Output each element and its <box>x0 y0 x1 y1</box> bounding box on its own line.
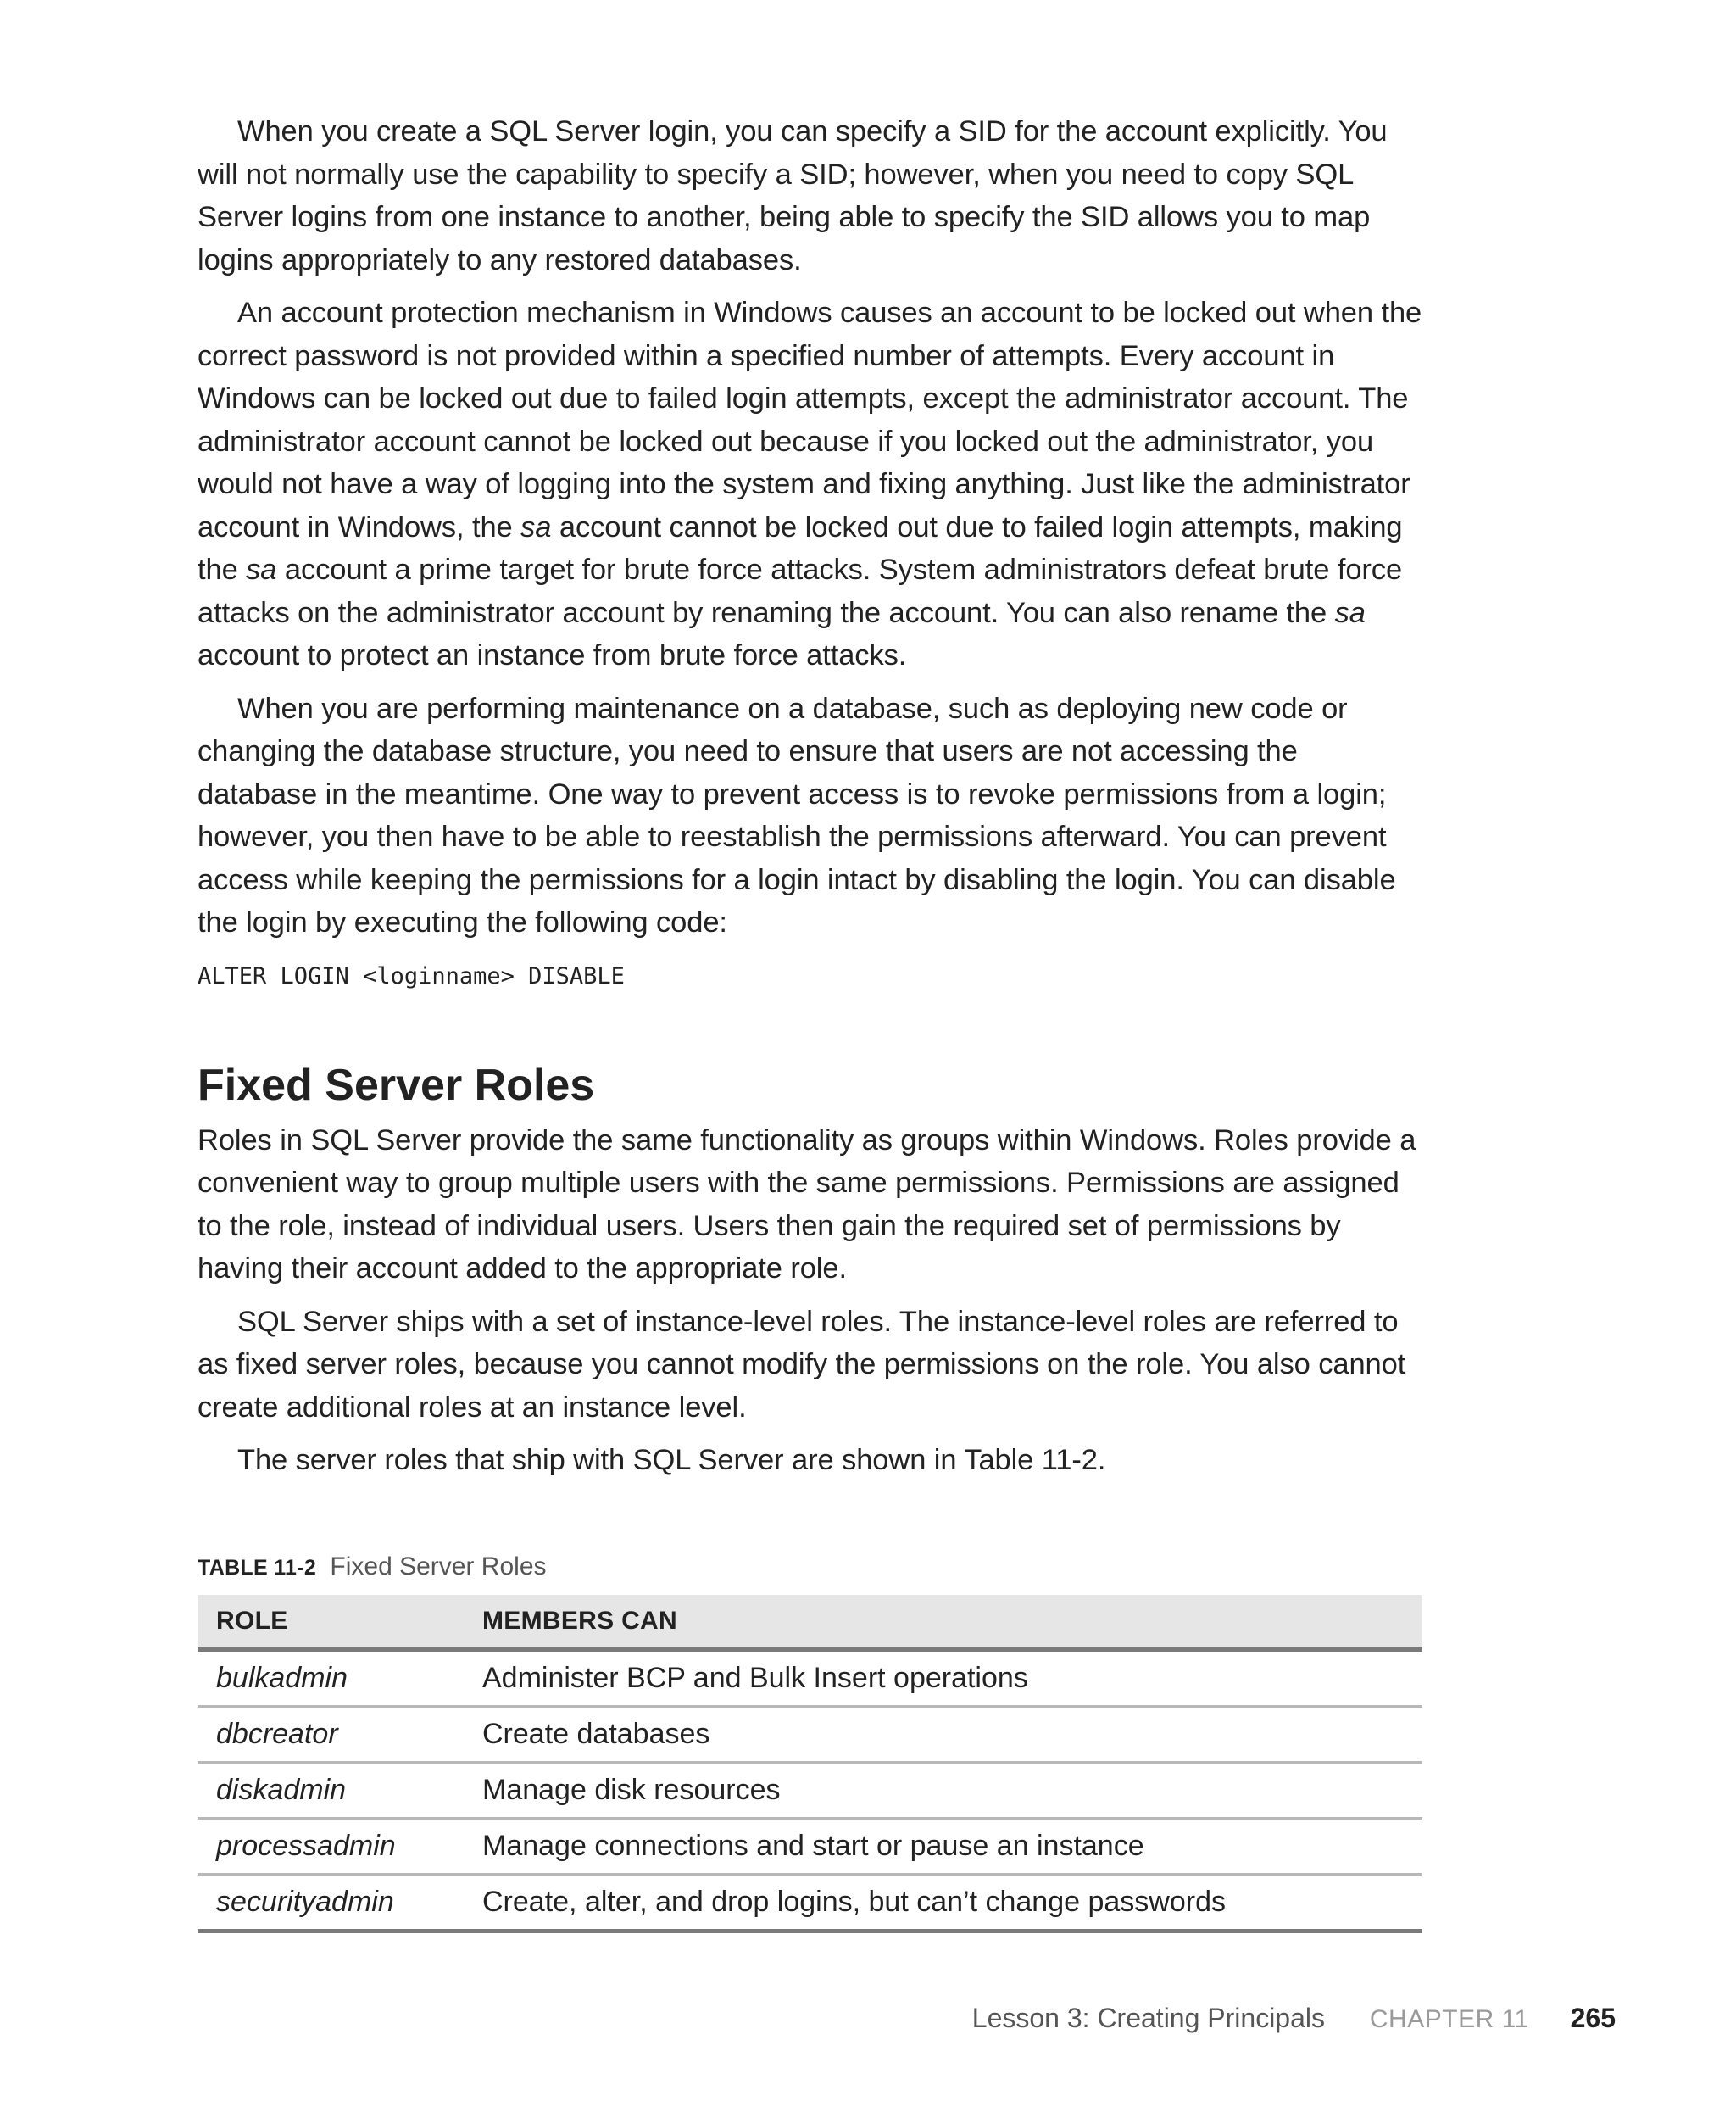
paragraph-maintenance: When you are performing maintenance on a database, such as deploying new code or changing the database structure, you need to ensure that users are not accessing the database in the meantime. One way to prevent access is to revoke permissions from a login; however, you then have to be able to reestablish the permissions afterward. You can prevent access while keeping the permissions for a login intact by disabling the login. You can disable the login by executing the following code: <box>198 692 1396 939</box>
members-can-cell: Manage connections and start or pause an instance <box>464 1818 1422 1874</box>
paragraph-account-lockout <box>198 292 1424 677</box>
paragraph-text: account cannot be locked out due to failed login attempts, making the <box>198 510 1403 586</box>
column-header-members-can: MEMBERS CAN <box>464 1595 1422 1650</box>
role-cell: bulkadmin <box>198 1649 464 1706</box>
table-caption-label: TABLE 11-2 <box>198 1555 317 1580</box>
role-cell: processadmin <box>198 1818 464 1874</box>
fixed-server-roles-table <box>198 1595 1422 1933</box>
table-caption-title: Fixed Server Roles <box>330 1552 547 1580</box>
paragraph-text: account a prime target for brute force attacks. System administrators defeat brute force attacks on the administrator account by renaming the account. You can also rename the <box>198 554 1403 629</box>
paragraph-table-reference: The server roles that ship with SQL Server are shown in Table 11-2. <box>237 1444 1106 1476</box>
table-row <box>198 1762 1422 1818</box>
members-can-cell: Manage disk resources <box>464 1762 1422 1818</box>
role-cell: dbcreator <box>198 1706 464 1762</box>
table-row <box>198 1649 1422 1706</box>
sa-term: sa <box>246 554 277 586</box>
paragraph-text: An account protection mechanism in Windows causes an account to be locked out when the correct password is not provided within a specified number of attempts. Every account in Windows can be locked out due to failed login attempts, except the administrator account. The administrator account cannot be locked out because if you locked out the administrator, you would not have a way of logging into the system and fixing anything. Just like the administrator account in Windows, the <box>198 297 1422 543</box>
page-content <box>198 110 1424 1933</box>
paragraph-roles-intro: Roles in SQL Server provide the same functionality as groups within Windows. Roles provide a convenient way to group multiple users with the same permissions. Permissions are assigned to the role, instead of individual users. Users then gain the required set of permissions by having their account added to the appropriate role. <box>198 1123 1416 1285</box>
table-row <box>198 1706 1422 1762</box>
paragraph-instance-roles: SQL Server ships with a set of instance-level roles. The instance-level roles are referred to as fixed server roles, because you cannot modify the permissions on the role. You also cannot create additional roles at an instance level. <box>198 1305 1406 1424</box>
members-can-cell: Administer BCP and Bulk Insert operations <box>464 1649 1422 1706</box>
page-number: 265 <box>1570 2003 1616 2033</box>
code-sample: ALTER LOGIN <loginname> DISABLE <box>198 962 625 989</box>
table-header-row <box>198 1595 1422 1650</box>
table-caption <box>198 1550 1424 1585</box>
members-can-cell: Create databases <box>464 1706 1422 1762</box>
table-row <box>198 1818 1422 1874</box>
footer-chapter: CHAPTER 11 <box>1369 2005 1529 2033</box>
sa-term: sa <box>520 510 552 543</box>
page-footer <box>972 2001 1616 2037</box>
column-header-role: ROLE <box>198 1595 464 1650</box>
sa-term: sa <box>1334 596 1366 629</box>
role-cell: securityadmin <box>198 1874 464 1931</box>
paragraph-text: account to protect an instance from brute force attacks. <box>198 639 907 672</box>
paragraph-sid: When you create a SQL Server login, you can specify a SID for the account explicitly. You will not normally use the capability to specify a SID; however, when you need to copy SQL Server logins from one instance to another, being able to specify the SID allows you to map logins appropriately to any restored databases. <box>198 115 1388 276</box>
section-heading: Fixed Server Roles <box>198 1060 595 1110</box>
table-row <box>198 1874 1422 1931</box>
footer-lesson: Lesson 3: Creating Principals <box>971 2003 1325 2033</box>
members-can-cell: Create, alter, and drop logins, but can’t change passwords <box>464 1874 1422 1931</box>
role-cell: diskadmin <box>198 1762 464 1818</box>
